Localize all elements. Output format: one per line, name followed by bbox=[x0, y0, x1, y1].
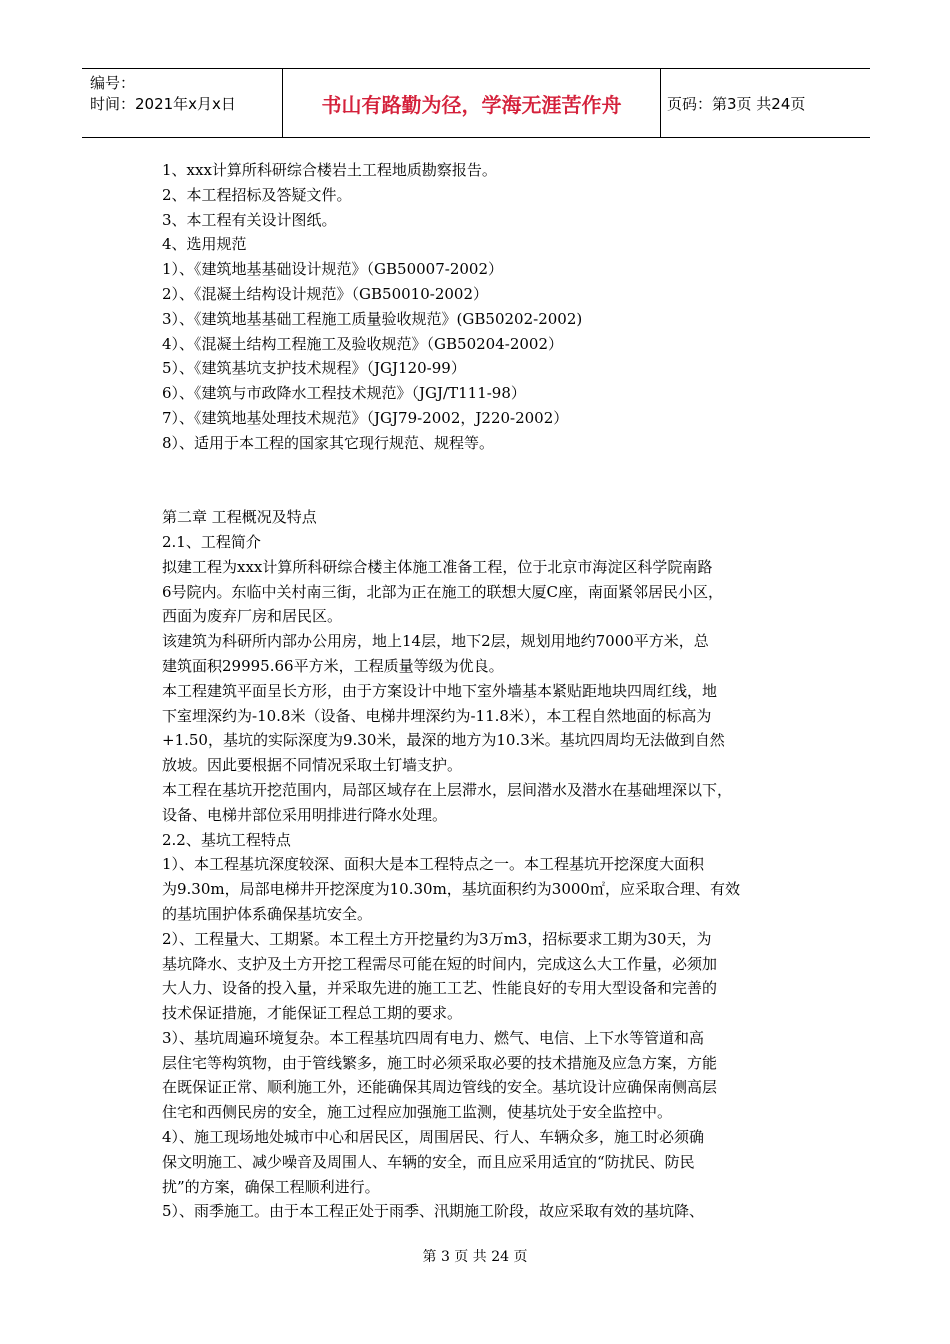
section-gap bbox=[162, 456, 802, 506]
list-item: 2、本工程招标及答疑文件。 bbox=[162, 185, 352, 204]
list-item: 5）、《建筑基坑支护技术规程》（JGJ120-99） bbox=[162, 359, 466, 378]
header-page-info bbox=[661, 69, 870, 137]
list-item: 1）、《建筑地基基础设计规范》（GB50007-2002） bbox=[162, 260, 504, 279]
text-line: 放坡。因此要根据不同情况采取土钉墙支护。 bbox=[162, 756, 463, 775]
chapter-title: 第二章 工程概况及特点 bbox=[162, 508, 317, 527]
text-line: 扰”的方案，确保工程顺利进行。 bbox=[162, 1177, 380, 1196]
list-item: 3）、《建筑地基基础工程施工质量验收规范》(GB50202-2002) bbox=[162, 309, 583, 328]
header-meta bbox=[82, 69, 283, 137]
text-line: 的基坑围护体系确保基坑安全。 bbox=[162, 904, 373, 923]
text-line: 5）、雨季施工。由于本工程正处于雨季、汛期施工阶段，故应采取有效的基坑降、 bbox=[162, 1202, 705, 1221]
page-info-text: 页码：第3页 共24页 bbox=[667, 94, 806, 113]
list-item: 3、本工程有关设计图纸。 bbox=[162, 210, 337, 229]
text-line: 西面为废弃厂房和居民区。 bbox=[162, 607, 343, 626]
page-header bbox=[82, 68, 870, 138]
text-line: 6号院内。东临中关村南三街，北部为正在施工的联想大厦C座，南面紧邻居民小区， bbox=[162, 582, 724, 601]
text-line: 下室埋深约为-10.8米（设备、电梯井埋深约为-11.8米），本工程自然地面的标高为 bbox=[162, 706, 712, 725]
text-line: 基坑降水、支护及土方开挖工程需尽可能在短的时间内，完成这么大工作量，必须加 bbox=[162, 954, 718, 973]
text-line: 本工程在基坑开挖范围内，局部区域存在上层滞水，层间潜水及潜水在基础埋深以下， bbox=[162, 780, 733, 799]
list-item: 1、xxx计算所科研综合楼岩土工程地质勘察报告。 bbox=[162, 161, 497, 179]
section-title: 2.2、基坑工程特点 bbox=[162, 830, 291, 849]
list-item: 2）、《混凝土结构设计规范》（GB50010-2002） bbox=[162, 284, 489, 303]
text-line: 本工程建筑平面呈长方形，由于方案设计中地下室外墙基本紧贴距地块四周红线，地 bbox=[162, 681, 718, 700]
text-line: 设备、电梯井部位采用明排进行降水处理。 bbox=[162, 805, 448, 824]
header-motto: 书山有路勤为径，学海无涯苦作舟 bbox=[283, 69, 661, 137]
section-title: 2.1、工程简介 bbox=[162, 532, 261, 551]
text-line: 3）、基坑周遍环境复杂。本工程基坑四周有电力、燃气、电信、上下水等管道和高 bbox=[162, 1028, 705, 1047]
text-line: 在既保证正常、顺利施工外，还能确保其周边管线的安全。基坑设计应确保南侧高层 bbox=[162, 1078, 718, 1097]
text-line: 1）、本工程基坑深度较深、面积大是本工程特点之一。本工程基坑开挖深度大面积 bbox=[162, 855, 705, 874]
text-line: 技术保证措施，才能保证工程总工期的要求。 bbox=[162, 1004, 463, 1023]
text-line: +1.50，基坑的实际深度为9.30米，最深的地方为10.3米。基坑四周均无法做到自然 bbox=[162, 731, 725, 750]
text-line: 2）、工程量大、工期紧。本工程土方开挖量约为3万m3，招标要求工期为30天，为 bbox=[162, 929, 712, 948]
text-line: 该建筑为科研所内部办公用房，地上14层，地下2层，规划用地约7000平方米，总 bbox=[162, 632, 709, 651]
list-item: 4、选用规范 bbox=[162, 235, 247, 254]
list-item: 8）、适用于本工程的国家其它现行规范、规程等。 bbox=[162, 433, 495, 452]
text-line: 住宅和西侧民房的安全，施工过程应加强施工监测，使基坑处于安全监控中。 bbox=[162, 1103, 673, 1122]
time-label: 时间：2021年x月x日 bbox=[90, 95, 236, 113]
list-item: 7）、《建筑地基处理技术规范》（JGJ79-2002，J220-2002） bbox=[162, 408, 569, 427]
page-footer: 第 3 页 共 24 页 bbox=[422, 1249, 528, 1265]
document-body bbox=[162, 158, 802, 1224]
text-line: 4）、施工现场地处城市中心和居民区，周围居民、行人、车辆众多，施工时必须确 bbox=[162, 1128, 705, 1147]
list-item: 4）、《混凝土结构工程施工及验收规范》（GB50204-2002） bbox=[162, 334, 564, 353]
text-line: 大人力、设备的投入量，并采取先进的施工工艺、性能良好的专用大型设备和完善的 bbox=[162, 979, 718, 998]
text-line: 建筑面积29995.66平方米，工程质量等级为优良。 bbox=[162, 656, 504, 675]
text-line: 为9.30m，局部电梯井开挖深度为10.30m，基坑面积约为3000㎡，应采取合理、有效 bbox=[162, 880, 740, 899]
text-line: 拟建工程为xxx计算所科研综合楼主体施工准备工程，位于北京市海淀区科学院南路 bbox=[162, 557, 713, 576]
text-line: 层住宅等构筑物，由于管线繁多，施工时必须采取必要的技术措施及应急方案，方能 bbox=[162, 1053, 718, 1072]
text-line: 保文明施工、减少噪音及周围人、车辆的安全，而且应采用适宜的“防扰民、防民 bbox=[162, 1152, 695, 1171]
code-label: 编号： bbox=[90, 74, 136, 92]
list-item: 6）、《建筑与市政降水工程技术规范》（JGJ/T111-98） bbox=[162, 384, 526, 403]
